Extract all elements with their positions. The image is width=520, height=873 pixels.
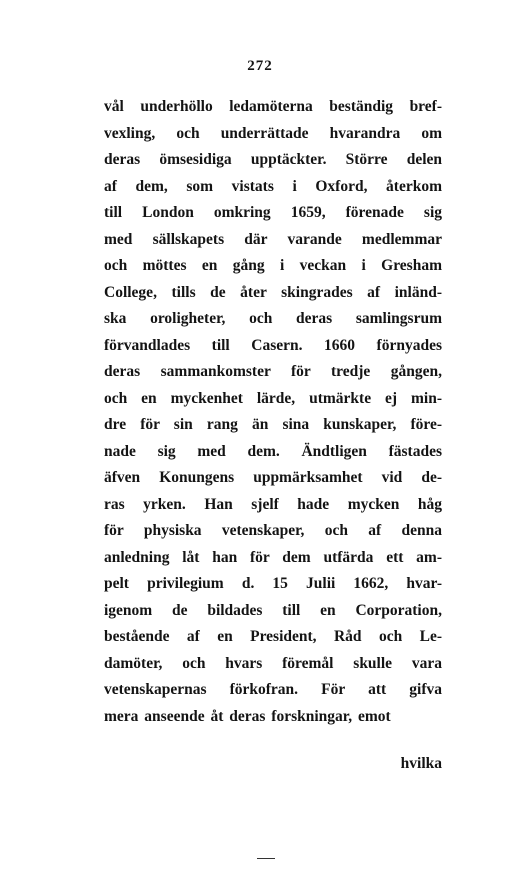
text-line: till London omkring 1659, förenade sig [104, 204, 442, 221]
text-line: igenom de bildades till en Corporation, [104, 601, 442, 619]
text-line: vexling, och underrättade hvarandra om [104, 124, 442, 142]
text-line: med sällskapets där varande medlemmar [104, 230, 442, 248]
text-line: och möttes en gång i veckan i Gresham [104, 257, 442, 274]
text-line: damöter, och hvars föremål skulle vara [104, 654, 442, 672]
text-line: för physiska vetenskaper, och af denna [104, 522, 442, 539]
text-line: vetenskapernas förkofran. För att gifva [104, 681, 442, 698]
text-line: ras yrken. Han sjelf hade mycken håg [104, 495, 442, 513]
text-line: anledning låt han för dem utfärda ett am- [104, 548, 442, 566]
text-line: förvandlades till Casern. 1660 förnyades [104, 336, 442, 354]
text-line: och en myckenhet lärde, utmärkte ej min- [104, 389, 442, 407]
text-line: deras sammankomster för tredje gången, [104, 363, 442, 380]
catchword: hvilka [400, 755, 442, 772]
page-number: 272 [247, 58, 273, 74]
footer-dash [257, 858, 275, 859]
text-line: College, tills de åter skingrades af inländ- [104, 283, 442, 301]
text-line: mera anseende åt deras forskningar, emot [104, 707, 391, 725]
text-line: pelt privilegium d. 15 Julii 1662, hvar- [104, 575, 442, 592]
text-line: nade sig med dem. Ändtligen fästades [104, 442, 442, 460]
text-line: dre för sin rang än sina kunskaper, före- [104, 416, 442, 433]
body-text [104, 94, 442, 730]
text-line: äfven Konungens uppmärksamhet vid de- [104, 469, 442, 486]
text-line: vål underhöllo ledamöterna beständig bref- [104, 98, 442, 115]
text-line: bestående af en President, Råd och Le- [104, 628, 442, 645]
text-line: af dem, som vistats i Oxford, återkom [104, 177, 442, 195]
text-line: deras ömsesidiga upptäckter. Större delen [104, 151, 442, 168]
text-line: ska oroligheter, och deras samlingsrum [104, 310, 442, 327]
